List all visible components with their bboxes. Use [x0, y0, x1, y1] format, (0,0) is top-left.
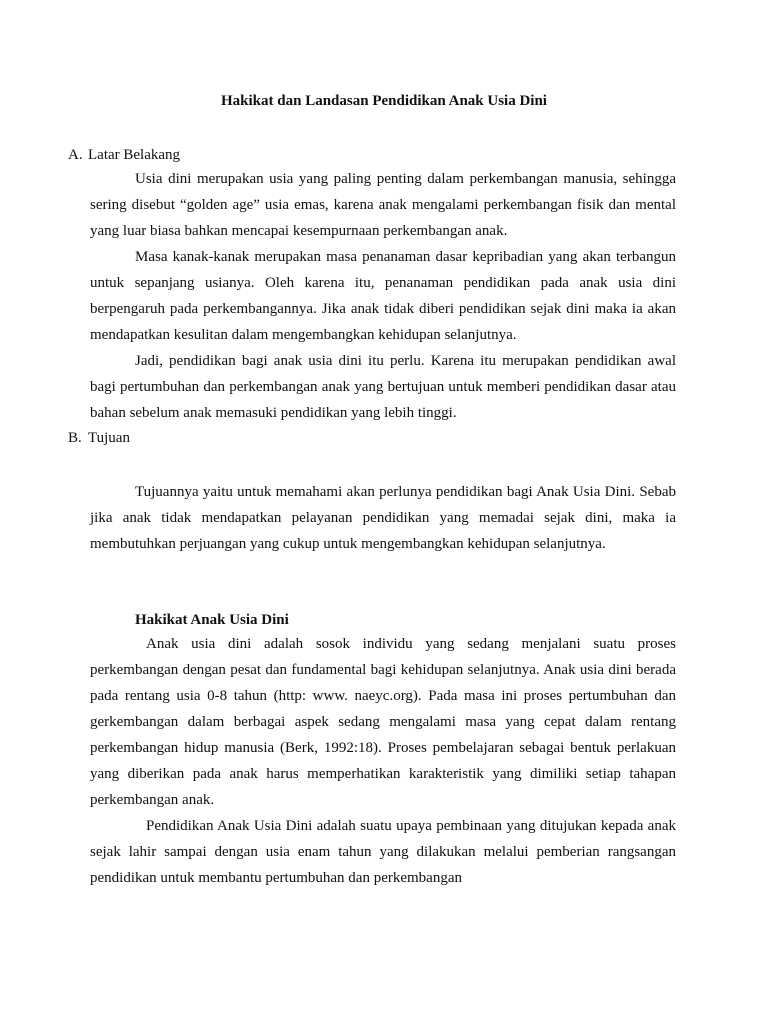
- section-title: Latar Belakang: [88, 147, 181, 163]
- paragraph: Anak usia dini adalah sosok individu yang sedang menjalani suatu proses perkembangan dengan pesat dan fundamental bagi kehidupan selanjutnya. Anak usia dini berada pada rentang usia 0-8 tahun (http: www. naeyc.org). Pada masa ini proses pertumbuhan dan gerkembangan dalam berbagai aspek sedang mengalami masa yang cepat dalam rentang perkembangan hidup manusia (Berk, 1992:18). Proses pembelajaran sebagai bentuk perlakuan yang diberikan pada anak harus memperhatikan karakteristik yang dimiliki setiap tahapan perkembangan anak.: [90, 636, 676, 808]
- section-heading-tujuan: [68, 428, 130, 448]
- paragraph: Masa kanak-kanak merupakan masa penanaman dasar kepribadian yang akan terbangun untuk sepanjang usianya. Oleh karena itu, penanaman pendidikan pada anak usia dini berpengaruh pada perkembangannya. Jika anak tidak diberi pendidikan sejak dini maka ia akan mendapatkan kesulitan dalam mengembangkan kehidupan selanjutnya.: [90, 249, 676, 343]
- section-heading-latar-belakang: [68, 145, 180, 165]
- document-title: Hakikat dan Landasan Pendidikan Anak Usia Dini: [221, 93, 547, 109]
- section-letter: B.: [68, 430, 82, 446]
- paragraph: Jadi, pendidikan bagi anak usia dini itu perlu. Karena itu merupakan pendidikan awal bagi pertumbuhan dan perkembangan anak yang bertujuan untuk memberi pendidikan dasar atau bahan sebelum anak memasuki pendidikan yang lebih tinggi.: [90, 353, 676, 421]
- paragraph: Pendidikan Anak Usia Dini adalah suatu upaya pembinaan yang ditujukan kepada anak sejak lahir sampai dengan usia enam tahun yang dilakukan melalui pemberian rangsangan pendidikan untuk membantu pertumbuhan dan perkembangan: [90, 818, 676, 886]
- paragraph: Usia dini merupakan usia yang paling penting dalam perkembangan manusia, sehingga sering disebut “golden age” usia emas, karena anak mengalami perkembangan fisik dan mental yang luar biasa bahkan mencapai kesempurnaan perkembangan anak.: [90, 171, 676, 239]
- subsection-heading: Hakikat Anak Usia Dini: [135, 612, 289, 628]
- section-letter: A.: [68, 147, 83, 163]
- paragraph: Tujuannya yaitu untuk memahami akan perlunya pendidikan bagi Anak Usia Dini. Sebab jika anak tidak mendapatkan pelayanan pendidikan yang memadai sejak dini, maka ia membutuhkan perjuangan yang cukup untuk mengembangkan kehidupan selanjutnya.: [90, 484, 676, 552]
- section-title: Tujuan: [88, 430, 130, 446]
